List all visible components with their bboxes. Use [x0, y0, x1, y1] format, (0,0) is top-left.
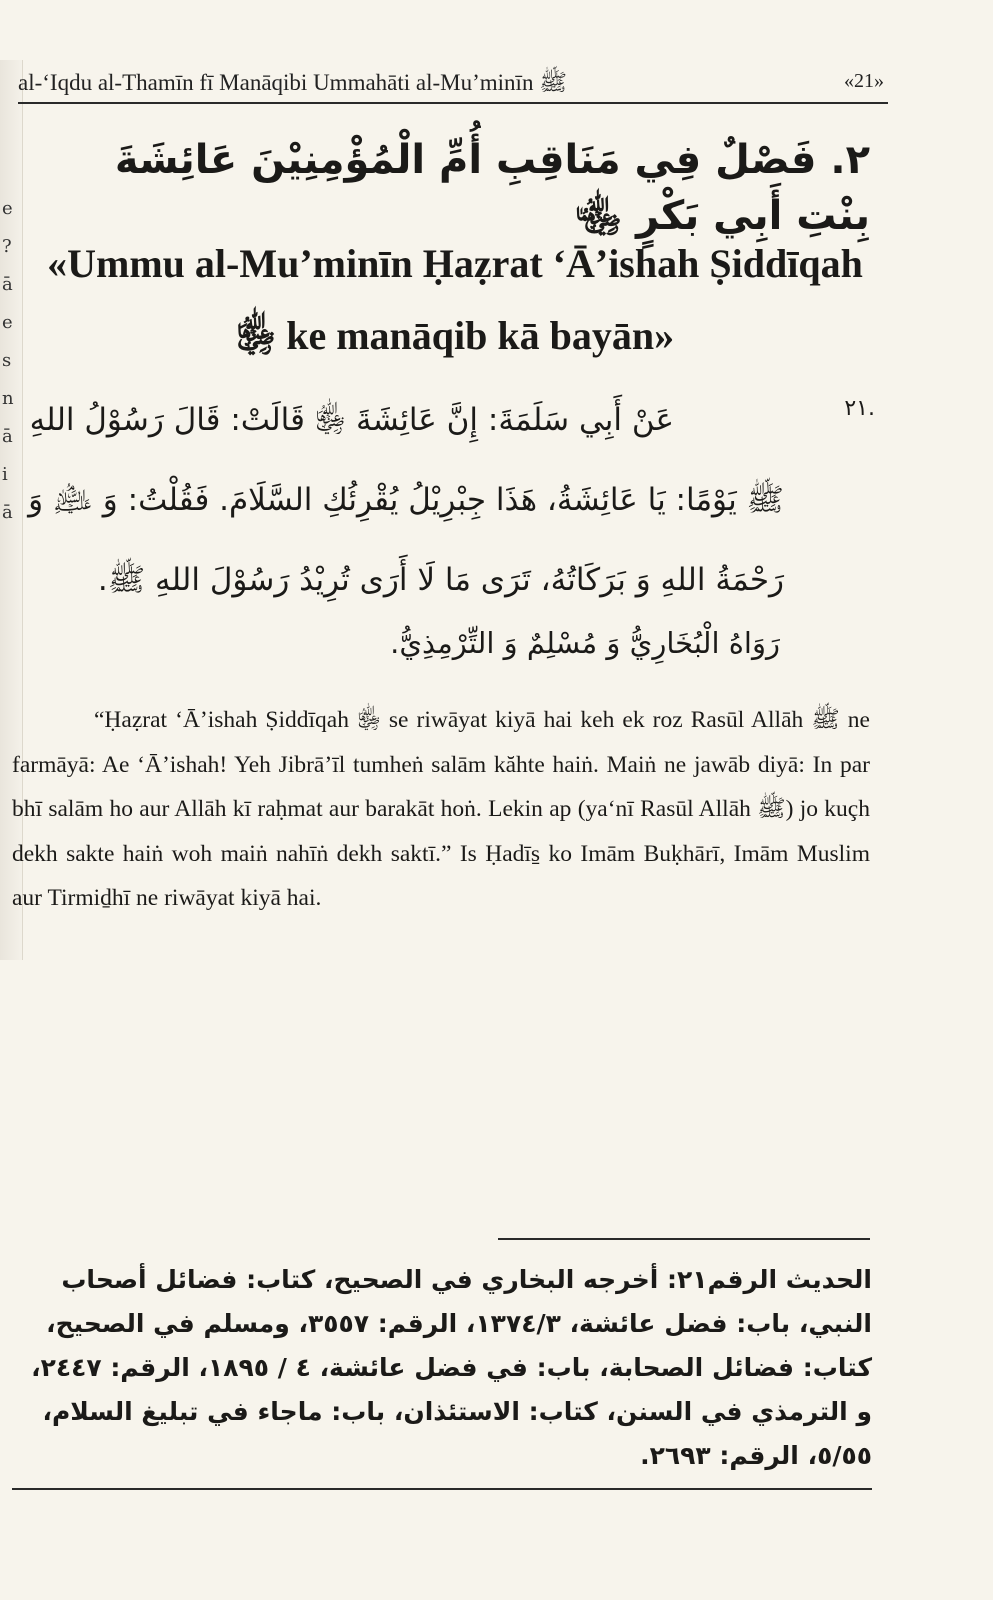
footnote-divider: [498, 1238, 870, 1240]
gutter-mark: e: [2, 312, 13, 333]
chapter-heading-arabic: ٢. فَصْلٌ فِي مَنَاقِبِ أُمِّ الْمُؤْمِنِيْنَ عَائِشَةَ بِنْتِ أَبِي بَكْرٍ ﵄: [114, 137, 870, 239]
running-header: [18, 62, 888, 104]
gutter-mark: n: [2, 388, 14, 409]
chapter-heading-transliteration: «Ummu al-Mu’minīn Ḥaẓrat ‘Ā’ishah Ṣiddīqah ﵂ ke manāqib kā bayān»: [47, 241, 863, 358]
hadith-narration-reference: رَوَاهُ الْبُخَارِيُّ وَ مُسْلِمٌ وَ التِّرْمِذِيُّ.: [390, 626, 780, 660]
page-number: «21»: [844, 70, 884, 92]
gutter-mark: s: [2, 350, 12, 371]
book-title: al-‘Iqdu al-Thamīn fī Manāqibi Ummahāti al-Mu’minīn ﷺ: [18, 70, 567, 95]
hadith-arabic-text: عَنْ أَبِي سَلَمَةَ: إِنَّ عَائِشَةَ ﵂ قَالَتْ: قَالَ رَسُوْلُ اللهِ ﷺ يَوْمًا: يَا عَائِشَةُ، هَذَا جِبْرِيْلُ يُقْرِئُكِ السَّلَامَ. فَقُلْتُ: وَ ﵇ وَ رَحْمَةُ اللهِ وَ بَرَكَاتُهُ، تَرَى مَا لَا أَرَى تُرِيْدُ رَسُوْلَ اللهِ ﷺ.: [28, 402, 784, 598]
hadith-number: ٢١.: [844, 396, 875, 421]
gutter-mark: e: [2, 198, 13, 219]
gutter-mark: ā: [2, 502, 13, 523]
gutter-mark: ā: [2, 426, 13, 447]
footnote-citation: الحديث الرقم٢١: أخرجه البخاري في الصحيح، كتاب: فضائل أصحاب النبي، باب: فضل عائشة، ١٣٧٤/٣، الرقم: ٣٥٥٧، ومسلم في الصحيح، كتاب: فضائل الصحابة، باب: في فضل عائشة، ٤ / ١٨٩٥، الرقم: ٢٤٤٧، و الترمذي في السنن، كتاب: الاستئذان، باب: ماجاء في تبليغ السلام، ٥/٥٥، الرقم: ٢٦٩٣.: [31, 1265, 872, 1470]
gutter-mark: ?: [2, 236, 12, 257]
gutter-mark: i: [2, 464, 8, 485]
hadith-translation: “Ḥaẓrat ‘Ā’ishah Ṣiddīqah ﵂ se riwāyat kiyā hai keh ek roz Rasūl Allāh ﷺ ne farmāyā: Ae ‘Ā’ishah! Yeh Jibrā’īl tumheṅ salām kăhte haiṅ. Maiṅ ne jawāb diyā: In par bhī salām ho aur Allāh kī raḥmat aur barakāt hoṅ. Lekin ap (ya‘nī Rasūl Allāh ﷺ) jo kuçh dekh sakte haiṅ woh maiṅ nahīṅ dekh saktī.” Is Ḥadīs̱ ko Imām Buḳhārī, Imām Muslim aur Tirmiḏhī ne riwāyat kiyā hai.: [12, 707, 870, 911]
page-bottom-rule: [12, 1488, 872, 1490]
gutter-mark: ā: [2, 274, 13, 295]
